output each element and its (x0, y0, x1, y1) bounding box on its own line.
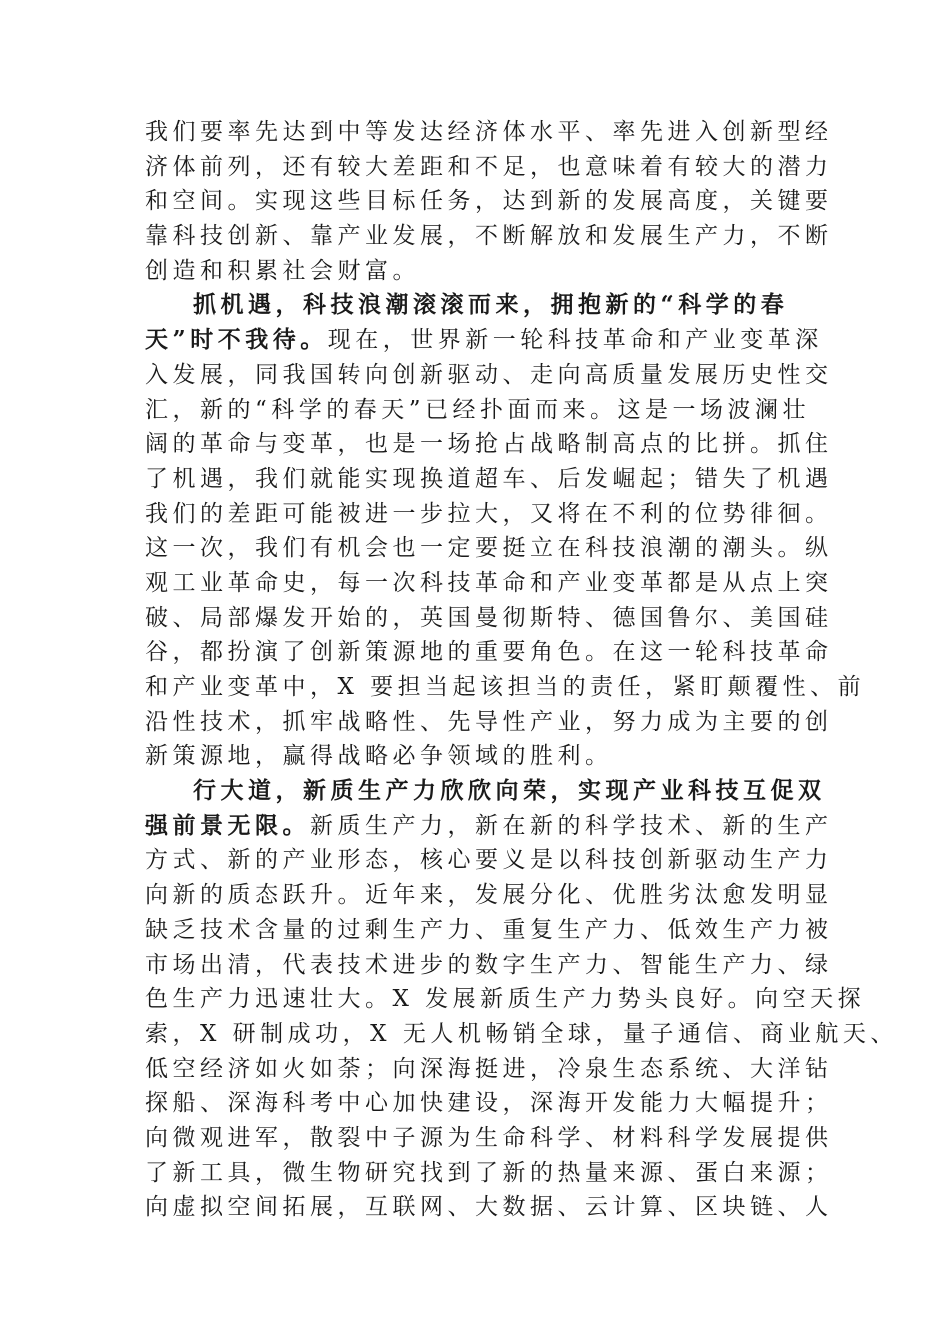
document-page (145, 115, 898, 1225)
text-line (145, 323, 823, 358)
text-line: 色生产力迅速壮大。X 发展新质生产力势头良好。向空天探 (145, 986, 866, 1013)
text-line: 方式、新的产业形态，核心要义是以科技创新驱动生产力 (145, 847, 833, 874)
text-run: 新质生产力，新在新的科学技术、新的生产 (310, 812, 833, 839)
text-line: 向虚拟空间拓展，互联网、大数据、云计算、区块链、人 (145, 1194, 833, 1221)
paragraph-2 (145, 288, 866, 774)
paragraph-heading: 行大道，新质生产力欣欣向荣，实现产业科技互促双 (193, 777, 826, 805)
text-line: 和空间。实现这些目标任务，达到新的发展高度，关键要 (145, 188, 833, 215)
text-line: 这一次，我们有机会也一定要挺立在科技浪潮的潮头。纵 (145, 535, 833, 562)
paragraph-3 (145, 774, 898, 1225)
text-line (145, 288, 820, 323)
text-line: 市场出清，代表技术进步的数字生产力、智能生产力、绿 (145, 951, 833, 978)
text-line: 靠科技创新、靠产业发展，不断解放和发展生产力，不断 (145, 223, 833, 250)
text-line: 破、局部爆发开始的，英国曼彻斯特、德国鲁尔、美国硅 (145, 604, 833, 631)
text-line: 向新的质态跃升。近年来，发展分化、优胜劣汰愈发明显 (145, 882, 833, 909)
text-run: 现在，世界新一轮科技革命和产业变革深 (327, 327, 823, 354)
text-line: 入发展，同我国转向创新驱动、走向高质量发展历史性交 (145, 361, 833, 388)
text-line: 我们要率先达到中等发达经济体水平、率先进入创新型经 (145, 119, 833, 145)
text-line: 汇，新的“科学的春天”已经扑面而来。这是一场波澜壮 (145, 396, 811, 423)
text-line: 谷，都扮演了创新策源地的重要角色。在这一轮科技革命 (145, 639, 833, 666)
text-line: 向微观进军，散裂中子源为生命科学、材料科学发展提供 (145, 1124, 833, 1151)
text-line: 缺乏技术含量的过剩生产力、重复生产力、低效生产力被 (145, 916, 833, 943)
paragraph-heading: 抓机遇，科技浪潮滚滚而来，拥抱新的“科学的春 (193, 291, 789, 319)
paragraph-heading: 天”时不我待。 (145, 326, 328, 354)
text-line: 阔的革命与变革，也是一场抢占战略制高点的比拼。抓住 (145, 431, 833, 458)
text-line (145, 774, 826, 809)
text-line: 探船、深海科考中心加快建设，深海开发能力大幅提升； (145, 1090, 833, 1117)
text-line: 了机遇，我们就能实现换道超车、后发崛起；错失了机遇 (145, 465, 833, 492)
text-line: 观工业革命史，每一次科技革命和产业变革都是从点上突 (145, 569, 833, 596)
text-line: 创造和积累社会财富。 (145, 257, 420, 284)
text-line (145, 809, 833, 844)
text-line: 济体前列，还有较大差距和不足，也意味着有较大的潜力 (145, 153, 833, 180)
text-line: 我们的差距可能被进一步拉大，又将在不利的位势徘徊。 (145, 500, 833, 527)
paragraph-1 (145, 115, 833, 288)
paragraph-heading: 强前景无限。 (145, 811, 310, 839)
text-line: 索，X 研制成功，X 无人机畅销全球，量子通信、商业航天、 (145, 1020, 898, 1047)
text-line: 了新工具，微生物研究找到了新的热量来源、蛋白来源； (145, 1159, 833, 1186)
text-line: 新策源地，赢得战略必争领域的胜利。 (145, 743, 613, 770)
text-line: 低空经济如火如荼；向深海挺进，冷泉生态系统、大洋钻 (145, 1055, 833, 1082)
text-line: 和产业变革中，X 要担当起该担当的责任，紧盯颠覆性、前 (145, 674, 866, 700)
text-line: 沿性技术，抓牢战略性、先导性产业，努力成为主要的创 (145, 708, 833, 735)
